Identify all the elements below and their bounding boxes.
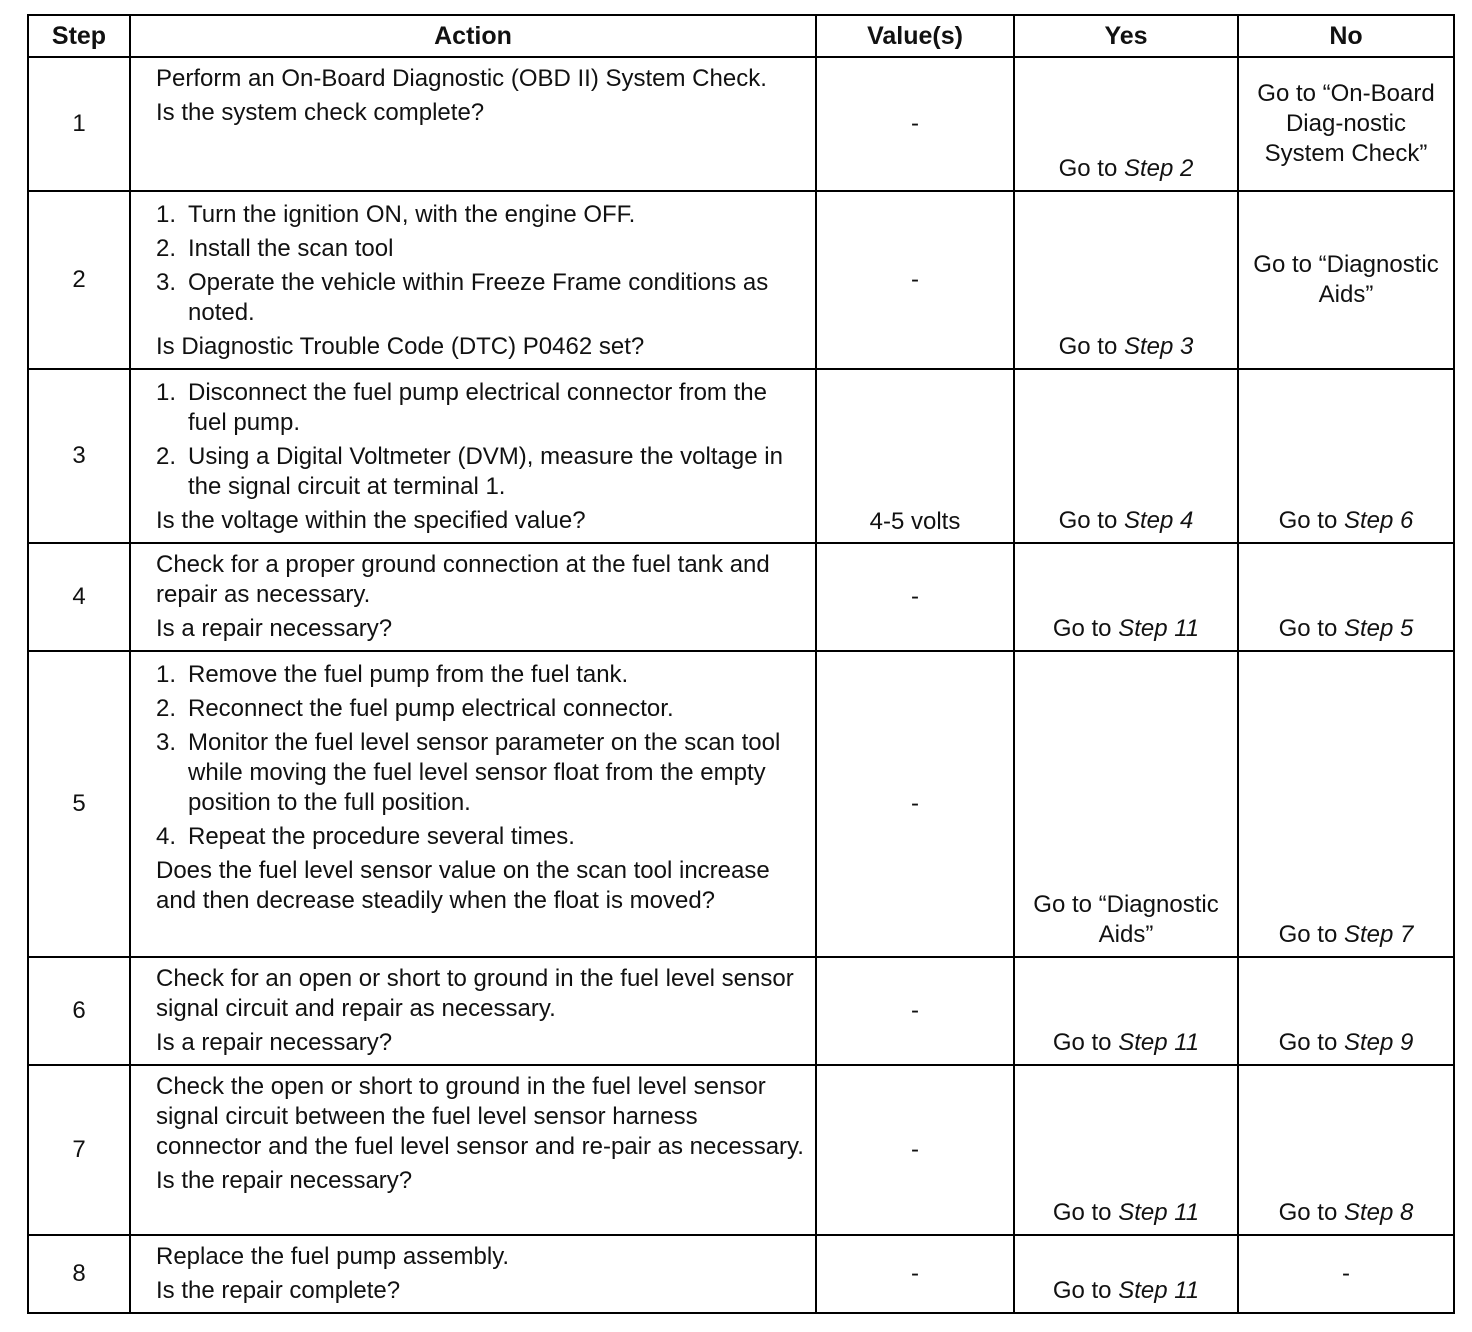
action-item-number: 2. — [156, 443, 177, 470]
action-list-item — [156, 822, 805, 852]
yes-cell — [1014, 543, 1238, 651]
action-cell — [130, 957, 816, 1065]
yes-step-link[interactable]: Step 4 — [1123, 507, 1194, 534]
yes-text: Go to — [1058, 155, 1118, 182]
table-row — [28, 1065, 1454, 1235]
step-number: 3 — [28, 369, 130, 543]
step-number: 8 — [28, 1235, 130, 1313]
action-item-number: 2. — [156, 695, 177, 722]
yes-step-link[interactable]: Step 11 — [1118, 1199, 1200, 1226]
action-list-item — [156, 728, 805, 818]
action-list-item — [156, 234, 805, 264]
action-question: Is the voltage within the specified value? — [156, 507, 586, 534]
action-cell — [130, 1235, 816, 1313]
action-item-text: Install the scan tool — [188, 235, 394, 262]
action-item-number: 1. — [156, 661, 177, 688]
value-cell: - — [816, 651, 1014, 957]
no-cell — [1238, 1235, 1454, 1313]
yes-cell — [1014, 369, 1238, 543]
yes-cell — [1014, 1065, 1238, 1235]
value-cell: - — [816, 543, 1014, 651]
action-item-text: Disconnect the fuel pump electrical connector from the fuel pump. — [188, 379, 767, 436]
action-item-text: Turn the ignition ON, with the engine OFF. — [188, 201, 636, 228]
action-list-item — [156, 442, 805, 502]
action-question: Is a repair necessary? — [156, 1029, 393, 1056]
yes-text: Go to — [1052, 1199, 1112, 1226]
table-row — [28, 191, 1454, 369]
no-text: Go to — [1278, 1199, 1338, 1226]
action-cell — [130, 1065, 816, 1235]
no-cell — [1238, 651, 1454, 957]
action-cell — [130, 191, 816, 369]
no-text: Go to — [1278, 921, 1338, 948]
action-list-item — [156, 694, 805, 724]
action-text: Check the open or short to ground in the fuel level sensor signal circuit between the fuel level sensor harness connector and the fuel level sensor and re-pair as necessary. — [156, 1073, 804, 1160]
no-cell — [1238, 1065, 1454, 1235]
yes-text: Go to — [1052, 615, 1112, 642]
yes-text: Go to — [1058, 333, 1118, 360]
table-row — [28, 651, 1454, 957]
header-action: Action — [130, 15, 816, 57]
value-cell: 4-5 volts — [816, 369, 1014, 543]
yes-step-link[interactable]: Step 11 — [1118, 1029, 1200, 1056]
action-cell — [130, 543, 816, 651]
yes-text: Go to — [1058, 507, 1118, 534]
action-item-number: 1. — [156, 379, 177, 406]
action-text: Check for a proper ground connection at the fuel tank and repair as necessary. — [156, 551, 770, 608]
table-row — [28, 957, 1454, 1065]
action-item-number: 4. — [156, 823, 177, 850]
action-list-item — [156, 268, 805, 328]
no-text: Go to — [1278, 1029, 1338, 1056]
table-row — [28, 369, 1454, 543]
no-text: - — [1342, 1260, 1350, 1287]
header-step: Step — [28, 15, 130, 57]
value-cell: - — [816, 957, 1014, 1065]
action-text: Perform an On-Board Diagnostic (OBD II) System Check. — [156, 65, 767, 92]
action-question: Is a repair necessary? — [156, 615, 393, 642]
no-cell — [1238, 543, 1454, 651]
action-list-item — [156, 200, 805, 230]
action-text: Replace the fuel pump assembly. — [156, 1243, 510, 1270]
action-cell — [130, 57, 816, 191]
action-item-number: 3. — [156, 269, 177, 296]
yes-text: Go to — [1052, 1277, 1112, 1304]
yes-step-link[interactable]: Step 11 — [1118, 615, 1200, 642]
action-question: Is the repair complete? — [156, 1277, 401, 1304]
value-cell: - — [816, 57, 1014, 191]
table-row — [28, 57, 1454, 191]
action-question: Does the fuel level sensor value on the scan tool increase and then decrease steadily when the float is moved? — [156, 857, 770, 914]
yes-cell — [1014, 57, 1238, 191]
action-cell — [130, 369, 816, 543]
no-step-link[interactable]: Step 8 — [1343, 1199, 1414, 1226]
no-step-link[interactable]: Step 9 — [1343, 1029, 1414, 1056]
header-values: Value(s) — [816, 15, 1014, 57]
no-cell — [1238, 57, 1454, 191]
action-item-text: Reconnect the fuel pump electrical connector. — [188, 695, 674, 722]
yes-cell — [1014, 191, 1238, 369]
yes-cell — [1014, 651, 1238, 957]
step-number: 7 — [28, 1065, 130, 1235]
value-cell: - — [816, 1235, 1014, 1313]
table-row — [28, 543, 1454, 651]
step-number: 1 — [28, 57, 130, 191]
no-step-link[interactable]: Step 7 — [1343, 921, 1414, 948]
no-text: Go to “Diagnostic Aids” — [1253, 251, 1439, 308]
action-item-text: Operate the vehicle within Freeze Frame conditions as noted. — [188, 269, 769, 326]
yes-text: Go to “Diagnostic Aids” — [1033, 891, 1219, 948]
action-item-text: Repeat the procedure several times. — [188, 823, 575, 850]
no-cell — [1238, 369, 1454, 543]
header-row — [28, 15, 1454, 57]
no-step-link[interactable]: Step 5 — [1343, 615, 1414, 642]
table-body — [28, 57, 1454, 1313]
no-step-link[interactable]: Step 6 — [1343, 507, 1414, 534]
action-text: Check for an open or short to ground in the fuel level sensor signal circuit and repair as necessary. — [156, 965, 794, 1022]
yes-step-link[interactable]: Step 3 — [1123, 333, 1194, 360]
action-item-number: 2. — [156, 235, 177, 262]
action-item-text: Remove the fuel pump from the fuel tank. — [188, 661, 629, 688]
yes-step-link[interactable]: Step 11 — [1118, 1277, 1200, 1304]
action-question: Is the system check complete? — [156, 99, 485, 126]
action-question: Is the repair necessary? — [156, 1167, 413, 1194]
no-cell — [1238, 191, 1454, 369]
action-item-number: 1. — [156, 201, 177, 228]
no-text: Go to — [1278, 615, 1338, 642]
header-no: No — [1238, 15, 1454, 57]
action-cell — [130, 651, 816, 957]
action-question: Is Diagnostic Trouble Code (DTC) P0462 set? — [156, 333, 645, 360]
no-cell — [1238, 957, 1454, 1065]
diagnostic-table-container — [27, 14, 1455, 1314]
step-number: 6 — [28, 957, 130, 1065]
yes-step-link[interactable]: Step 2 — [1123, 155, 1194, 182]
yes-text: Go to — [1052, 1029, 1112, 1056]
action-list-item — [156, 378, 805, 438]
action-list-item — [156, 660, 805, 690]
no-text: Go to “On-Board Diag-nostic System Check” — [1257, 80, 1435, 167]
table-row — [28, 1235, 1454, 1313]
yes-cell — [1014, 1235, 1238, 1313]
action-item-text: Using a Digital Voltmeter (DVM), measure the voltage in the signal circuit at terminal 1. — [188, 443, 783, 500]
step-number: 5 — [28, 651, 130, 957]
value-cell: - — [816, 191, 1014, 369]
value-cell: - — [816, 1065, 1014, 1235]
action-item-text: Monitor the fuel level sensor parameter on the scan tool while moving the fuel level sensor float from the empty position to the full position. — [188, 729, 781, 816]
header-yes: Yes — [1014, 15, 1238, 57]
action-item-number: 3. — [156, 729, 177, 756]
step-number: 2 — [28, 191, 130, 369]
yes-cell — [1014, 957, 1238, 1065]
step-number: 4 — [28, 543, 130, 651]
no-text: Go to — [1278, 507, 1338, 534]
diagnostic-table — [27, 14, 1455, 1314]
